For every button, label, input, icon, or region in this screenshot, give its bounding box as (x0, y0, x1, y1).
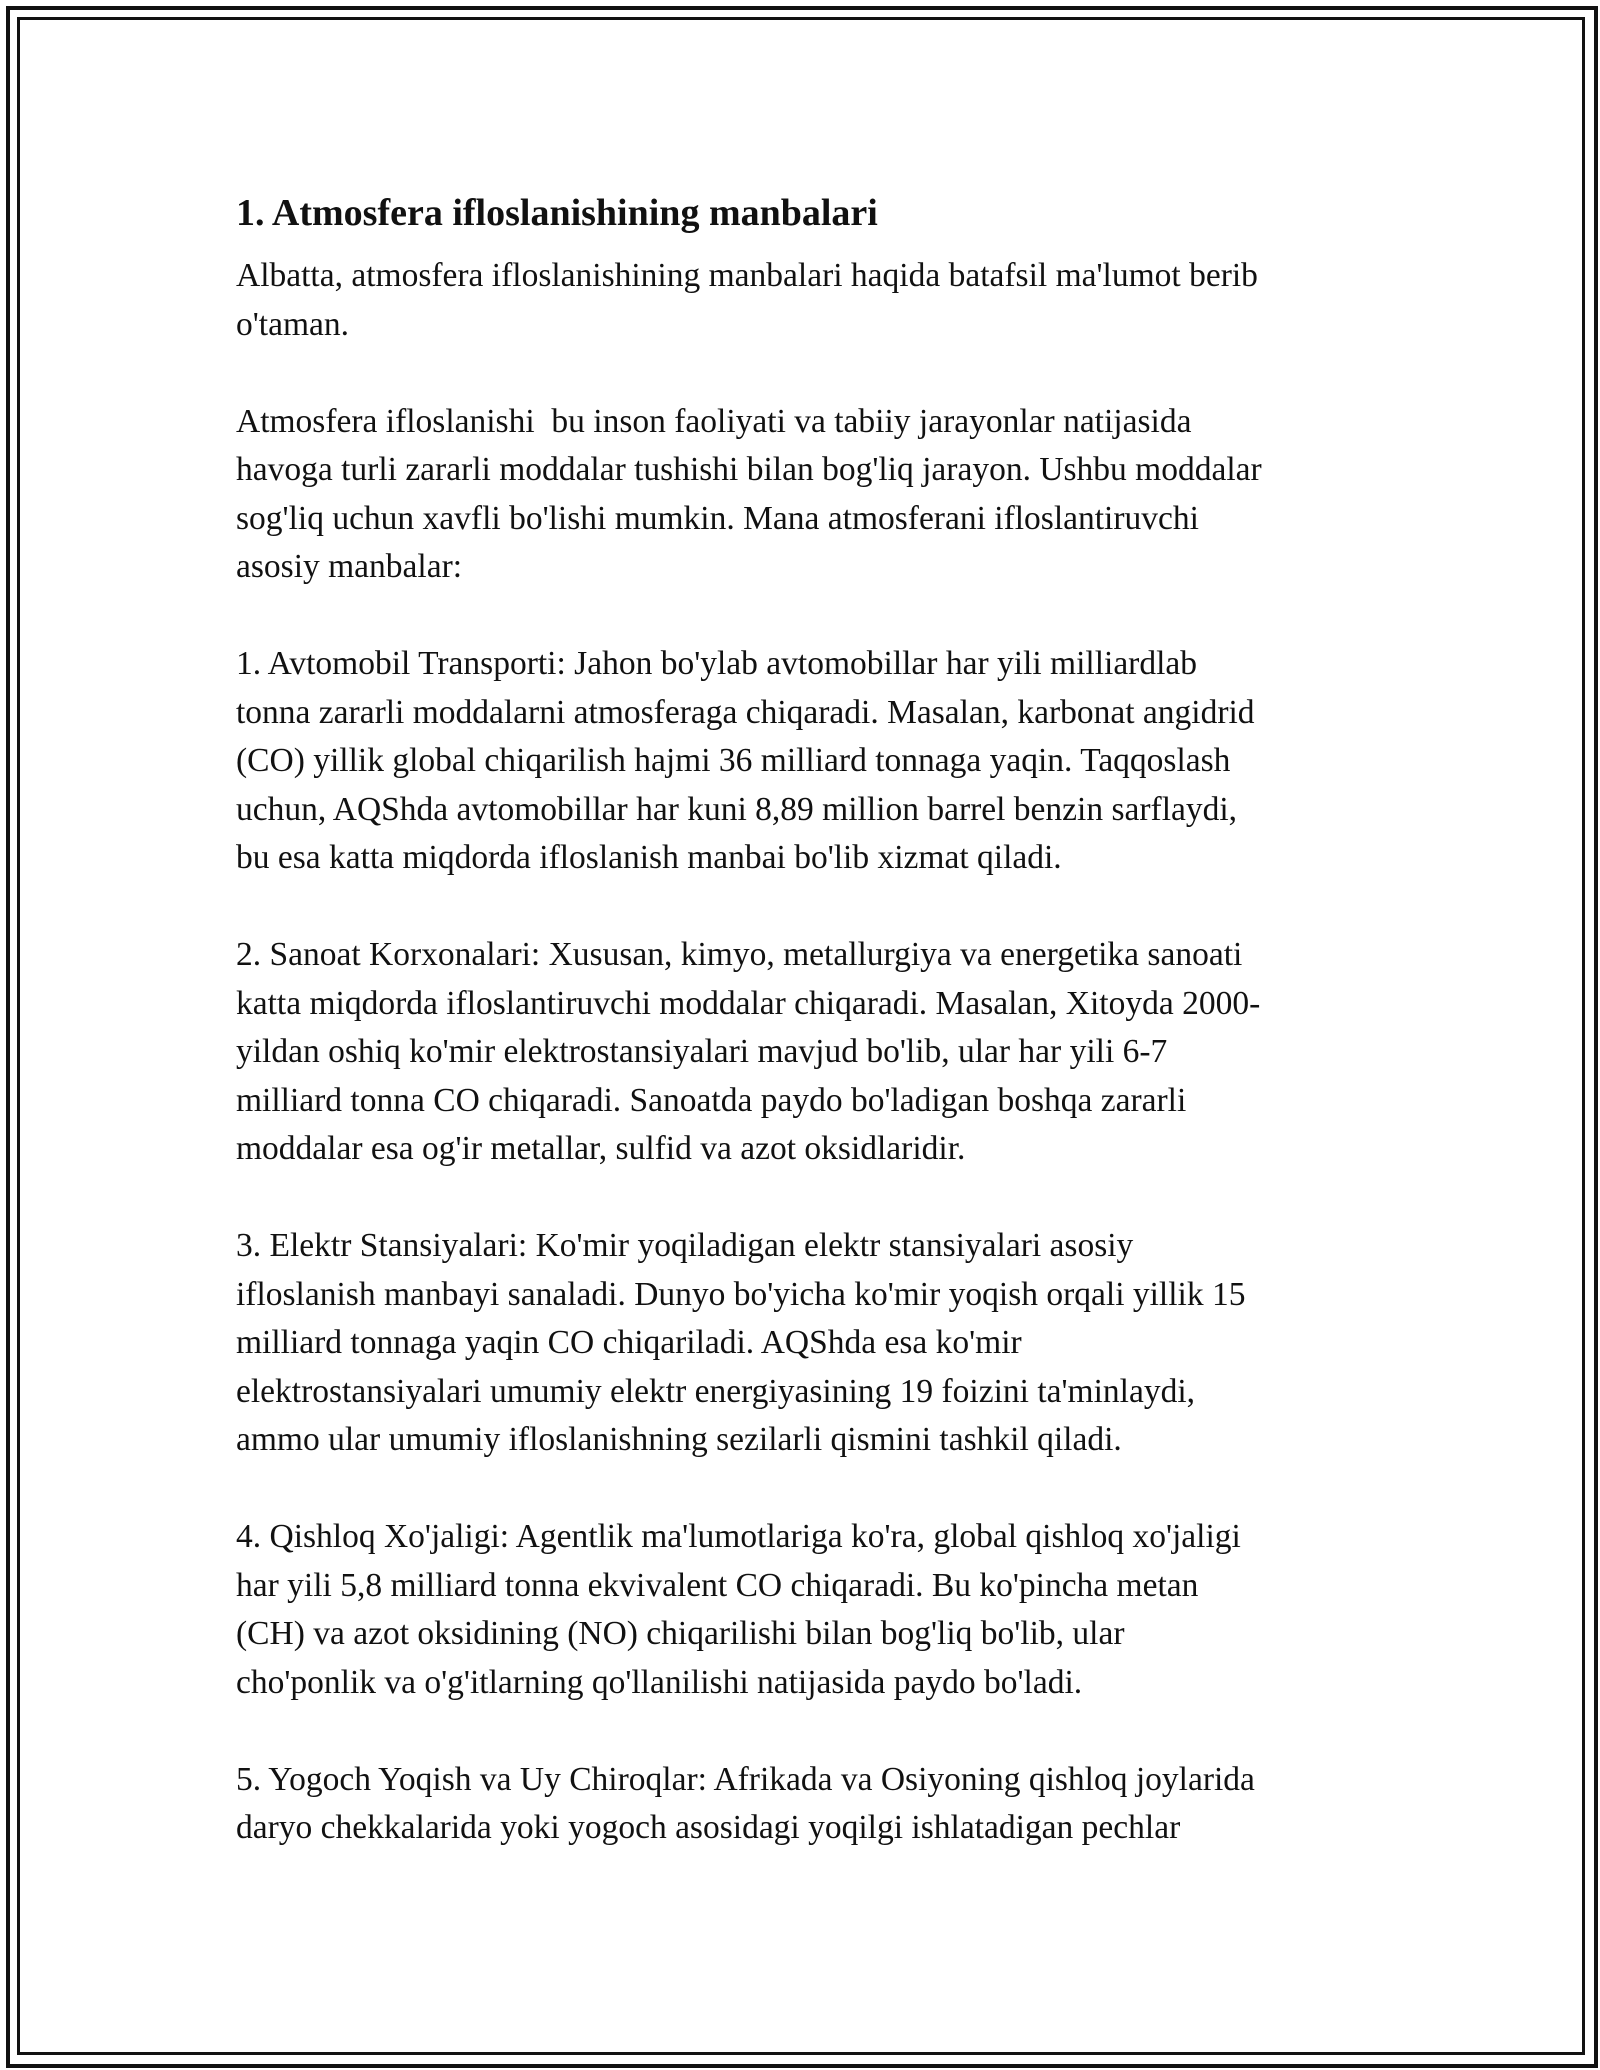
list-item-agriculture: 4. Qishloq Xo'jaligi: Agentlik ma'lumotlariga ko'ra, global qishloq xo'jaligi har yili 5,8 milliard tonna ekvivalent CO chiqaradi. Bu ko'pincha metan (CH) va azot oksidining (NO) chiqarilishi bilan bog'liq bo'lib, ular cho'ponlik va o'g'itlarning qo'llanilishi natijasida paydo bo'ladi. (236, 1518, 1241, 1701)
intro-paragraph: Albatta, atmosfera ifloslanishining manbalari haqida batafsil ma'lumot berib o'taman. (236, 257, 1258, 343)
list-item-wood-burning: 5. Yogoch Yoqish va Uy Chiroqlar: Afrikada va Osiyoning qishloq joylarida daryo chekkalarida yoki yogoch asosidagi yoqilgi ishlatadigan pechlar (236, 1760, 1255, 1846)
document-body (236, 186, 1381, 1901)
list-item-industry: 2. Sanoat Korxonalari: Xususan, kimyo, metallurgiya va energetika sanoati katta miqdorda ifloslantiruvchi moddalar chiqaradi. Masalan, Xitoyda 2000- yildan oshiq ko'mir elektrostansiyalari mavjud bo'lib, ular har yili 6-7 milliard tonna CO chiqaradi. Sanoatda paydo bo'ladigan boshqa zararli moddalar esa og'ir metallar, sulfid va azot oksidlaridir. (236, 936, 1261, 1167)
list-item-transport: 1. Avtomobil Transporti: Jahon bo'ylab avtomobillar har yili milliardlab tonna zararli moddalarni atmosferaga chiqaradi. Masalan, karbonat angidrid (CO) yillik global chiqarilish hajmi 36 milliard tonnaga yaqin. Taqqoslash uchun, AQShda avtomobillar har kuni 8,89 million barrel benzin sarflaydi, bu esa katta miqdorda ifloslanish manbai bo'lib xizmat qiladi. (236, 645, 1255, 876)
definition-paragraph: Atmosfera ifloslanishi bu inson faoliyati va tabiiy jarayonlar natijasida havoga turli zararli moddalar tushishi bilan bog'liq jarayon. Ushbu moddalar sog'liq uchun xavfli bo'lishi mumkin. Mana atmosferani ifloslantiruvchi asosiy manbalar: (236, 402, 1262, 585)
section-heading: 1. Atmosfera ifloslanishining manbalari (236, 192, 878, 234)
list-item-power-stations: 3. Elektr Stansiyalari: Ko'mir yoqiladigan elektr stansiyalari asosiy ifloslanish manbayi sanaladi. Dunyo bo'yicha ko'mir yoqish orqali yillik 15 milliard tonnaga yaqin CO chiqariladi. AQShda esa ko'mir elektrostansiyalari umumiy elektr energiyasining 19 foizini ta'minlaydi, ammo ular umumiy ifloslanishning sezilarli qismini tashkil qiladi. (236, 1227, 1246, 1458)
